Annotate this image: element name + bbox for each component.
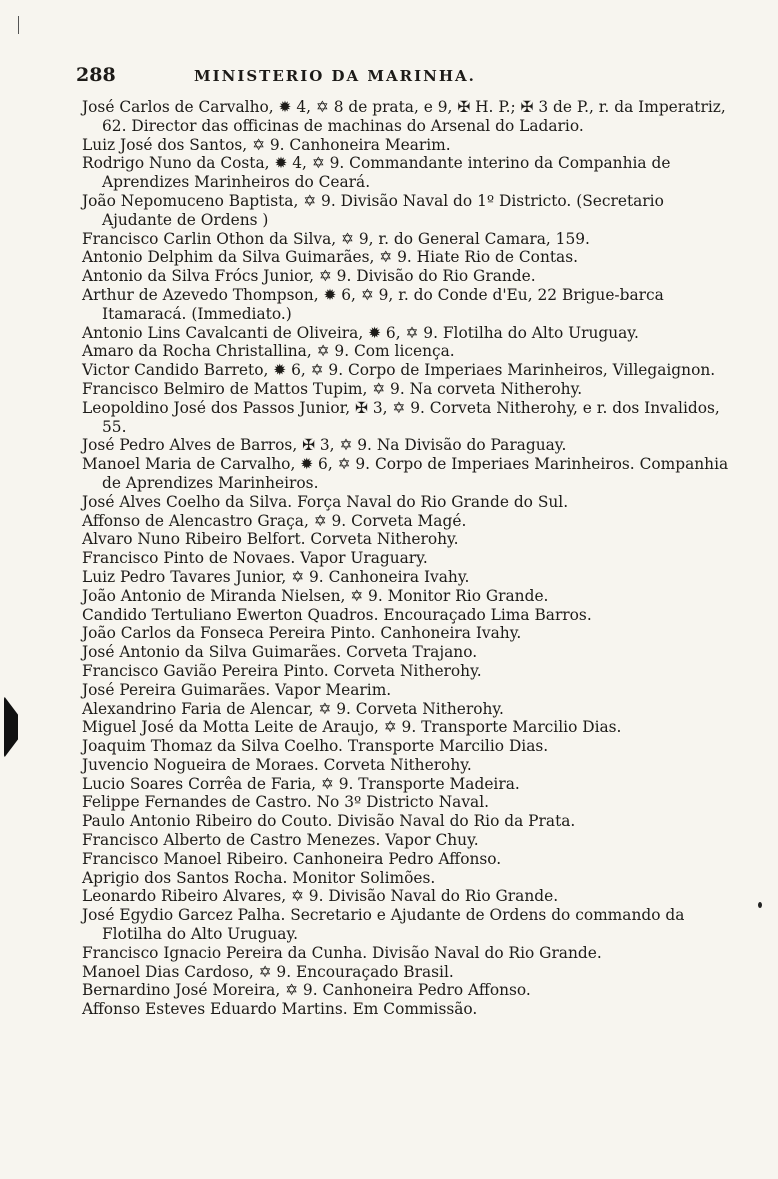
list-item: José Alves Coelho da Silva. Força Naval do Rio Grande do Sul.	[82, 492, 569, 511]
list-item: Lucio Soares Corrêa de Faria, ✡ 9. Transporte Madeira.	[82, 774, 520, 793]
page-header	[76, 64, 738, 98]
ink-speck	[758, 902, 762, 908]
list-item: Manoel Dias Cardoso, ✡ 9. Encouraçado Brasil.	[82, 962, 454, 981]
list-item: Francisco Belmiro de Mattos Tupim, ✡ 9. Na corveta Nitherohy.	[82, 379, 583, 398]
list-item: Juvencio Nogueira de Moraes. Corveta Nitherohy.	[82, 755, 472, 774]
list-item: Miguel José da Motta Leite de Araujo, ✡ 9. Transporte Marcilio Dias.	[82, 718, 622, 737]
list-item: Victor Candido Barreto, ✹ 6, ✡ 9. Corpo de Imperiaes Marinheiros, Villegaignon.	[82, 361, 716, 380]
officer-list	[76, 98, 738, 1019]
list-item: Felippe Fernandes de Castro. No 3º Districto Naval.	[82, 793, 490, 812]
list-item: Arthur de Azevedo Thompson, ✹ 6, ✡ 9, r. do Conde d'Eu, 22 Brigue-barca Itamaracá. (Immediato.)	[82, 285, 664, 323]
list-item: Antonio Lins Cavalcanti de Oliveira, ✹ 6, ✡ 9. Flotilha do Alto Uruguay.	[82, 323, 639, 342]
list-item: João Nepomuceno Baptista, ✡ 9. Divisão Naval do 1º Districto. (Secretario Ajudante de Ordens )	[82, 191, 664, 229]
list-item: José Pedro Alves de Barros, ✠ 3, ✡ 9. Na Divisão do Paraguay.	[82, 436, 567, 455]
list-item: Joaquim Thomaz da Silva Coelho. Transporte Marcilio Dias.	[82, 737, 549, 756]
list-item: Leonardo Ribeiro Alvares, ✡ 9. Divisão Naval do Rio Grande.	[82, 887, 559, 906]
list-item: Bernardino José Moreira, ✡ 9. Canhoneira Pedro Affonso.	[82, 981, 531, 1000]
list-item: Manoel Maria de Carvalho, ✹ 6, ✡ 9. Corpo de Imperiaes Marinheiros. Companhia de Aprendizes Marinheiros.	[82, 455, 729, 492]
margin-mark	[18, 16, 19, 34]
list-item: Francisco Ignacio Pereira da Cunha. Divisão Naval do Rio Grande.	[82, 943, 602, 962]
list-item: Leopoldino José dos Passos Junior, ✠ 3, ✡ 9. Corveta Nitherohy, e r. dos Invalidos, 55.	[82, 398, 720, 436]
list-item: Affonso de Alencastro Graça, ✡ 9. Corveta Magé.	[82, 511, 467, 530]
list-item: José Carlos de Carvalho, ✹ 4, ✡ 8 de prata, e 9, ✠ H. P.; ✠ 3 de P., r. da Imperatriz, 62. Director das officinas de machinas do Arsenal do Ladario.	[82, 98, 726, 135]
list-item: Affonso Esteves Eduardo Martins. Em Commissão.	[82, 1000, 478, 1019]
list-item: Antonio da Silva Frócs Junior, ✡ 9. Divisão do Rio Grande.	[82, 267, 536, 286]
list-item: Francisco Gavião Pereira Pinto. Corveta Nitherohy.	[82, 661, 482, 680]
list-item: Francisco Manoel Ribeiro. Canhoneira Pedro Affonso.	[82, 849, 502, 868]
list-item: Aprigio dos Santos Rocha. Monitor Solimões.	[82, 868, 436, 887]
list-item: Rodrigo Nuno da Costa, ✹ 4, ✡ 9. Commandante interino da Companhia de Aprendizes Marinheiros do Ceará.	[82, 154, 671, 192]
list-item: Francisco Alberto de Castro Menezes. Vapor Chuy.	[82, 831, 479, 850]
list-item: José Pereira Guimarães. Vapor Mearim.	[82, 680, 392, 699]
list-item: Amaro da Rocha Christallina, ✡ 9. Com licença.	[82, 342, 455, 361]
list-item: Francisco Pinto de Novaes. Vapor Uraguary.	[82, 549, 428, 568]
list-item: Alexandrino Faria de Alencar, ✡ 9. Corveta Nitherohy.	[82, 699, 504, 718]
ink-blot	[4, 696, 18, 758]
list-item: José Antonio da Silva Guimarães. Corveta Trajano.	[82, 643, 478, 662]
list-item: Alvaro Nuno Ribeiro Belfort. Corveta Nitherohy.	[82, 530, 459, 549]
list-item: Candido Tertuliano Ewerton Quadros. Encouraçado Lima Barros.	[82, 605, 592, 624]
list-item: Antonio Delphim da Silva Guimarães, ✡ 9. Hiate Rio de Contas.	[82, 248, 579, 267]
list-item: João Carlos da Fonseca Pereira Pinto. Canhoneira Ivahy.	[82, 624, 522, 643]
list-item: Paulo Antonio Ribeiro do Couto. Divisão Naval do Rio da Prata.	[82, 812, 576, 831]
list-item: Luiz Pedro Tavares Junior, ✡ 9. Canhoneira Ivahy.	[82, 567, 470, 586]
page-number: 288	[76, 64, 116, 86]
running-head: MINISTERIO DA MARINHA.	[194, 67, 476, 85]
list-item: Luiz José dos Santos, ✡ 9. Canhoneira Mearim.	[82, 135, 451, 154]
list-item: Francisco Carlin Othon da Silva, ✡ 9, r. do General Camara, 159.	[82, 229, 590, 248]
list-item: José Egydio Garcez Palha. Secretario e Ajudante de Ordens do commando da Flotilha do Alto Uruguay.	[82, 906, 685, 944]
list-item: João Antonio de Miranda Nielsen, ✡ 9. Monitor Rio Grande.	[82, 586, 549, 605]
